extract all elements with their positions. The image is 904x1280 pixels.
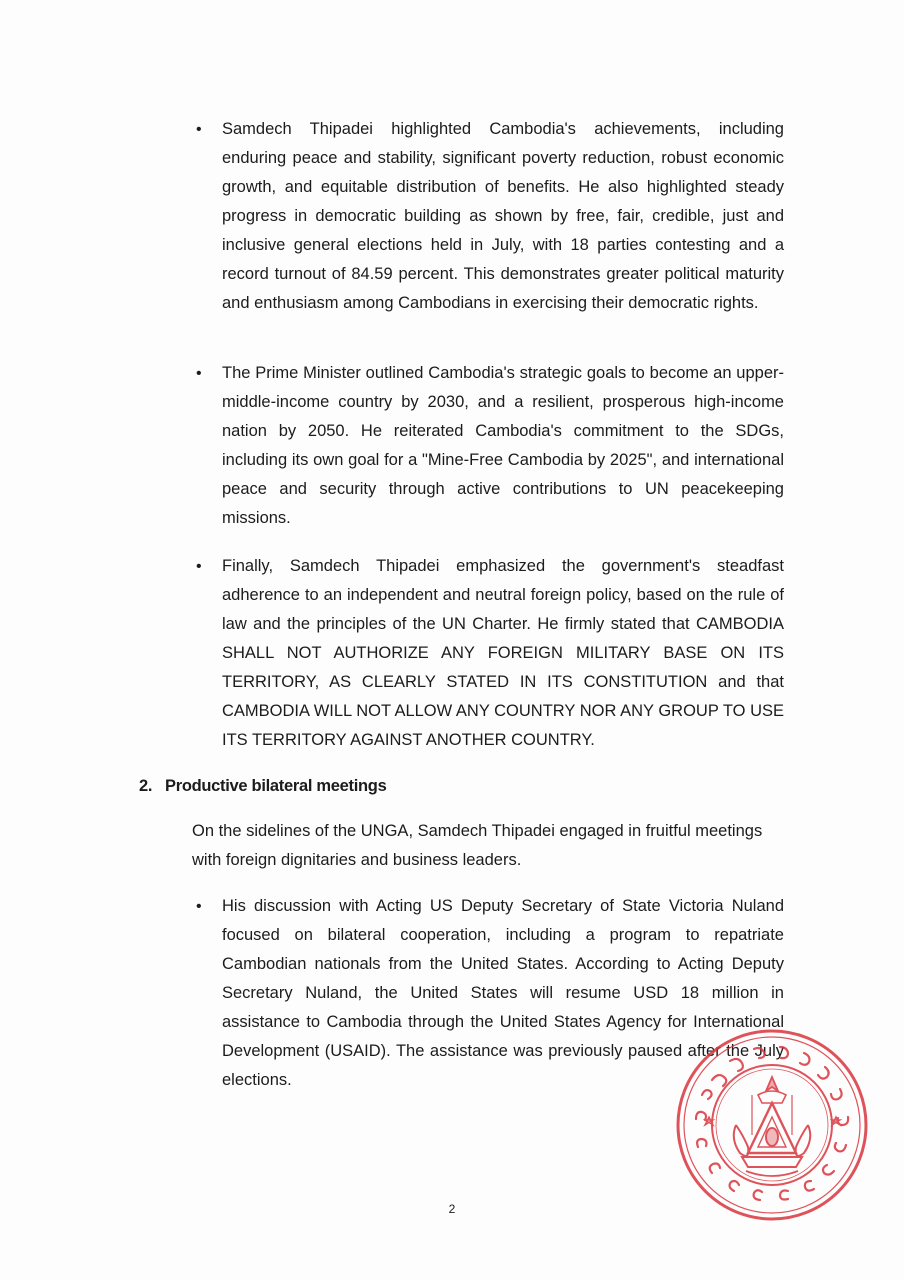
bullet-item bbox=[196, 552, 784, 755]
bullet-text: The Prime Minister outlined Cambodia's strategic goals to become an upper-middle-income country by 2030, and a resilient, prosperous high-income nation by 2050. He reiterated Cambodia's commitment to the SDGs, including its own goal for a "Mine-Free Cambodia by 2025", and international peace and security through active contributions to UN peacekeeping missions. bbox=[222, 364, 784, 527]
bullet-item bbox=[196, 115, 784, 318]
official-seal-icon bbox=[672, 1025, 872, 1225]
section-title: Productive bilateral meetings bbox=[165, 777, 387, 795]
bullet-symbol: • bbox=[196, 558, 202, 575]
bullet-symbol: • bbox=[196, 898, 202, 915]
bullet-text: Samdech Thipadei highlighted Cambodia's achievements, including enduring peace and stability, significant poverty reduction, robust economic growth, and equitable distribution of benefits. He also highlighted steady progress in democratic building as shown by free, fair, credible, just and inclusive general elections held in July, with 18 parties contesting and a record turnout of 84.59 percent. This demonstrates greater political maturity and enthusiasm among Cambodians in exercising their democratic rights. bbox=[222, 120, 784, 312]
section-heading bbox=[139, 772, 386, 801]
page-number: 2 bbox=[448, 1202, 456, 1216]
bullet-symbol: • bbox=[196, 365, 202, 382]
seal-graphic bbox=[672, 1025, 872, 1225]
section-intro: On the sidelines of the UNGA, Samdech Thipadei engaged in fruitful meetings with foreign dignitaries and business leaders. bbox=[192, 822, 763, 869]
bullet-symbol: • bbox=[196, 121, 202, 138]
bullet-text: His discussion with Acting US Deputy Secretary of State Victoria Nuland focused on bilateral cooperation, including a program to repatriate Cambodian nationals from the United States. According to Acting Deputy Secretary Nuland, the United States will resume USD 18 million in assistance to Cambodia through the United States Agency for International Development (USAID). The assistance was previously paused after the July elections. bbox=[222, 897, 784, 1089]
bullet-text: Finally, Samdech Thipadei emphasized the government's steadfast adherence to an independent and neutral foreign policy, based on the rule of law and the principles of the UN Charter. He firmly stated that CAMBODIA SHALL NOT AUTHORIZE ANY FOREIGN MILITARY BASE ON ITS TERRITORY, AS CLEARLY STATED IN ITS CONSTITUTION and that CAMBODIA WILL NOT ALLOW ANY COUNTRY NOR ANY GROUP TO USE ITS TERRITORY AGAINST ANOTHER COUNTRY. bbox=[222, 557, 784, 749]
bullet-item bbox=[196, 359, 784, 533]
section-number: 2. bbox=[139, 777, 153, 795]
